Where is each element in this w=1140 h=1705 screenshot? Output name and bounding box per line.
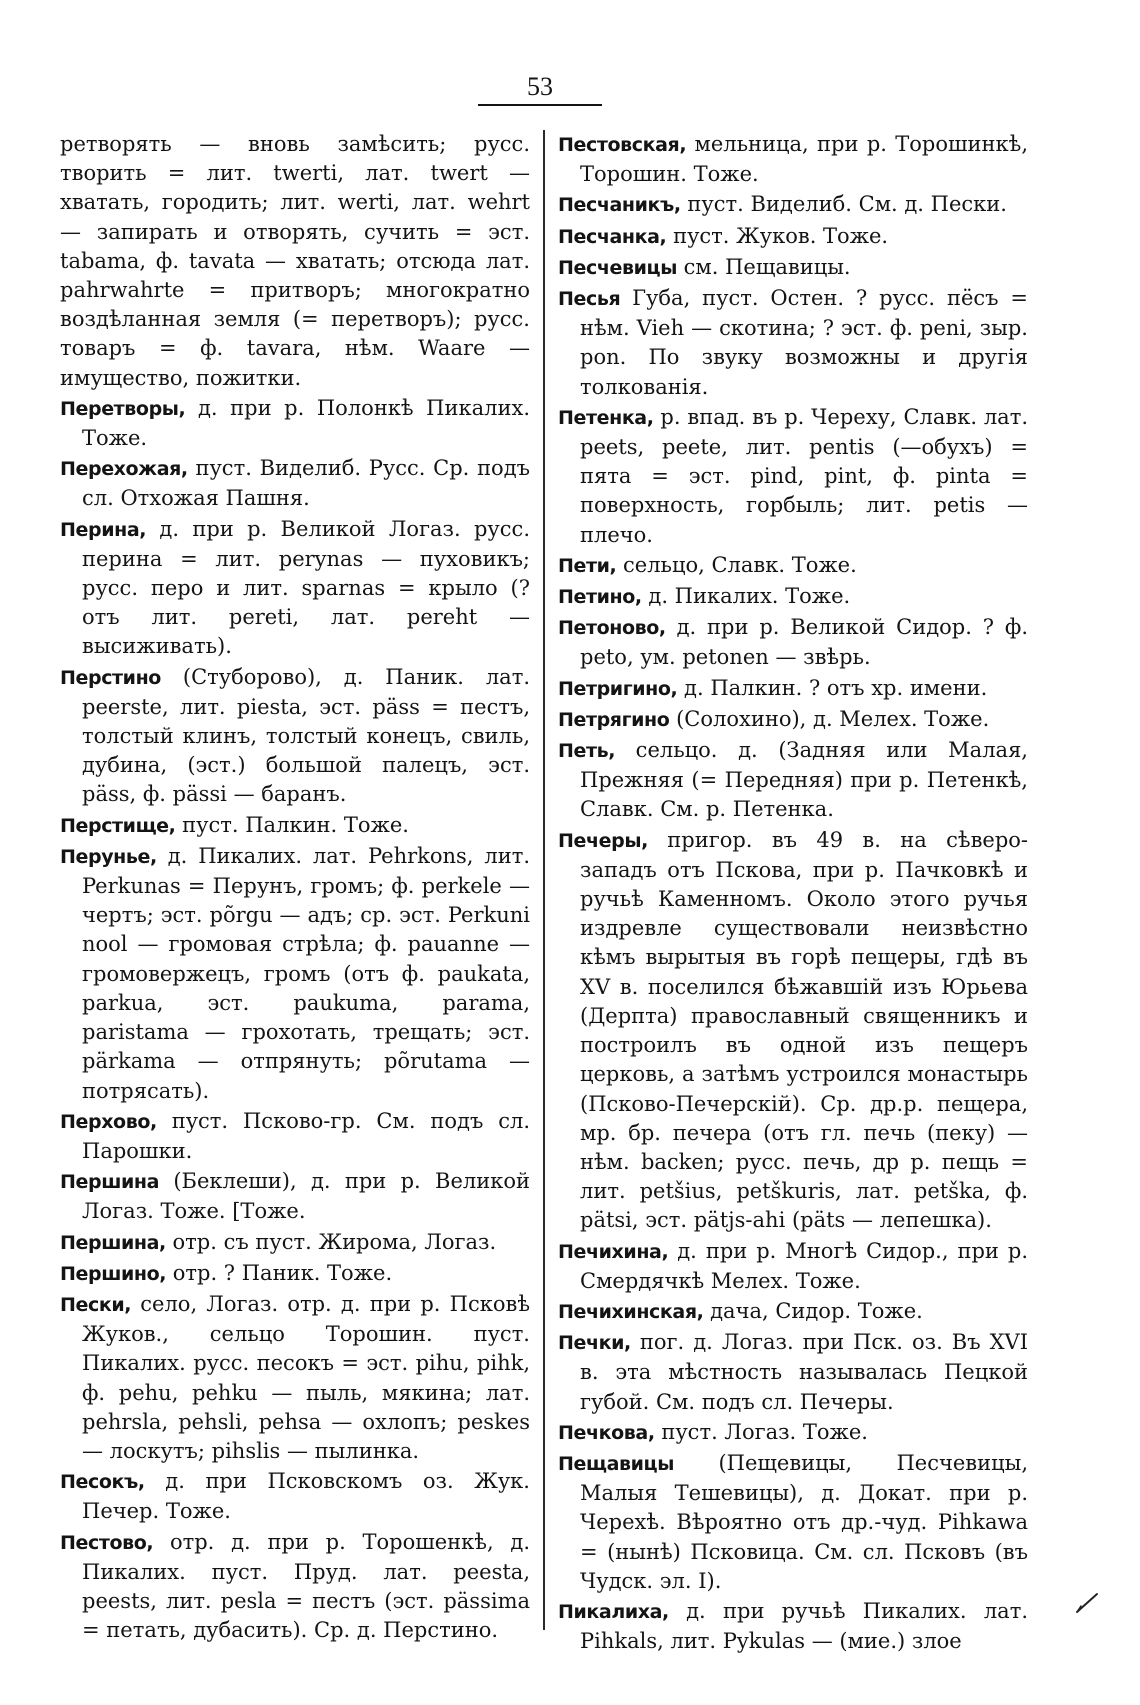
- dictionary-entry: [558, 1237, 1028, 1296]
- entry-body: д. при Псковскомъ оз. Жук. Печер. Тоже.: [82, 1469, 530, 1524]
- entry-body: пуст. Виделиб. Русс. Ср. подъ сл. Отхожая Пашня.: [82, 456, 530, 511]
- dictionary-entry: [60, 394, 530, 453]
- dictionary-entry: [558, 705, 1028, 735]
- entry-headword: Першина: [60, 1171, 160, 1194]
- dictionary-entry: [60, 1167, 530, 1226]
- dictionary-entry: [60, 1528, 530, 1646]
- entry-headword: Перхово,: [60, 1110, 157, 1133]
- entry-headword: Першино,: [60, 1262, 167, 1285]
- dictionary-entry: [558, 403, 1028, 550]
- entry-headword: Песчаникъ,: [558, 194, 681, 217]
- entry-body: сельцо. д. (Задняя или Малая, Прежняя (= Передняя) при р. Петенкѣ, Славк. См. р. Петенка.: [580, 738, 1028, 822]
- entry-headword: Песчевицы: [558, 256, 677, 279]
- entry-headword: Перунье,: [60, 845, 157, 868]
- dictionary-entry: [558, 222, 1028, 252]
- entry-headword: Петь,: [558, 740, 616, 763]
- entry-body: д. при р. Великой Сидор. ? ф. peto, ум. petonen — звѣрь.: [580, 615, 1028, 670]
- entry-headword: Печихина,: [558, 1240, 669, 1263]
- entry-headword: Петенка,: [558, 406, 654, 429]
- entry-body: отр. д. при р. Торошенкѣ, д. Пикалих. пуст. Пруд. лат. peesta, peests, лит. pesla = пестъ (эст. pässima = петать, дубасить). Ср. д. Перстино.: [82, 1529, 530, 1643]
- entry-body: пуст. Палкин. Тоже.: [175, 812, 409, 837]
- entry-headword: Пестовская,: [558, 134, 687, 156]
- entry-headword: Печихинская,: [558, 1300, 704, 1323]
- dictionary-entry: [558, 736, 1028, 825]
- left-column: [60, 130, 530, 1646]
- entry-body: пуст. Жуков. Тоже.: [666, 223, 889, 248]
- entry-body: д. при р. Полонкѣ Пикалих. Тоже.: [82, 395, 530, 451]
- entry-headword: Печки,: [558, 1332, 631, 1355]
- entry-headword: Перстино: [60, 666, 161, 689]
- entry-body: (Беклеши), д. при р. Великой Логаз. Тоже. [Тоже.: [82, 1169, 530, 1224]
- entry-headword: Перетворы,: [60, 397, 186, 420]
- dictionary-entry: [558, 130, 1028, 189]
- dictionary-entry: [60, 515, 530, 662]
- dictionary-entry: [558, 190, 1028, 220]
- entry-headword: Першина,: [60, 1231, 166, 1254]
- dictionary-entry: [60, 811, 530, 841]
- dictionary-entry: [558, 1597, 1028, 1656]
- entry-body: д. при ручьѣ Пикалих. лат. Pihkals, лит. Pykulas — (мие.) злое: [580, 1598, 1028, 1654]
- entry-body: село, Логаз. отр. д. при р. Псковѣ Жуков., сельцо Торошин. пуст. Пикалих. русс. песокъ = эст. pihu, pihk, ф. pehu, pehku — пыль, мякина; лат. pehrsla, pehsli, pehsa — охлопъ; peskes — лоскутъ; pihslis — пылинка.: [82, 1291, 530, 1463]
- entry-body: пуст. Логаз. Тоже.: [654, 1419, 868, 1444]
- entry-body: д. Пикалих. Тоже.: [641, 584, 851, 609]
- entry-headword: Перстище,: [60, 814, 176, 837]
- entry-body: (Солохино), д. Мелех. Тоже.: [669, 706, 990, 731]
- dictionary-entry: [558, 1418, 1028, 1448]
- right-column: [558, 130, 1028, 1657]
- entry-headword: Петрягино: [558, 708, 670, 731]
- entry-body: отр. ? Паник. Тоже.: [166, 1260, 393, 1285]
- dictionary-entry: [60, 1259, 530, 1289]
- entry-body: пуст. Псково-гр. См. подъ сл. Парошки.: [82, 1108, 530, 1163]
- entry-body: см. Пещавицы.: [676, 254, 851, 279]
- dictionary-entry: [558, 1449, 1028, 1596]
- entry-headword: Перина,: [60, 518, 147, 541]
- entry-headword: Пети,: [558, 554, 617, 577]
- pen-mark-icon: [1075, 1590, 1099, 1614]
- dictionary-entry: [558, 613, 1028, 672]
- dictionary-entry: [60, 130, 530, 393]
- dictionary-entry: [60, 1107, 530, 1166]
- entry-body: сельцо, Славк. Тоже.: [616, 552, 857, 577]
- entry-body: (Стуборово), д. Паник. лат. peerste, лит. piesta, эст. päss = пестъ, толстый клинъ, толстый конецъ, свиль, дубина, (эст.) большой палецъ, эст. päss, ф. pässi — баранъ.: [82, 664, 530, 807]
- entry-body: ретворять — вновь замѣсить; русс. творить = лит. twerti, лат. twert — хватать, городить; лит. werti, лат. wehrt — запирать и отворять, сучить = эст. tabama, ф. tavata — хватать; отсюда лат. pahrwahrte = притворъ; многократно воздѣланная земля (= перетворъ); русс. товаръ = ф. tavara, нѣм. Waare — имущество, пожитки.: [60, 132, 530, 390]
- dictionary-entry: [60, 1228, 530, 1258]
- entry-body: пог. д. Логаз. при Пск. оз. Въ XVI в. эта мѣстность называлась Пецкой губой. См. подъ сл. Печеры.: [580, 1330, 1028, 1414]
- entry-headword: Печеры,: [558, 829, 648, 852]
- entry-headword: Перехожая,: [60, 458, 188, 481]
- entry-body: пуст. Виделиб. См. д. Пески.: [680, 192, 1007, 217]
- entry-headword: Песья: [558, 288, 621, 311]
- entry-body: р. впад. въ р. Череху, Славк. лат. peets, peete, лит. pentis (—обухъ) = пята = эст. pind, pint, ф. pinta = поверхность, горбыль; лит. petis — плечо.: [580, 404, 1028, 547]
- entry-headword: Пещавицы: [558, 1452, 675, 1475]
- dictionary-entry: [558, 284, 1028, 402]
- dictionary-entry: [558, 582, 1028, 612]
- entry-body: пригор. въ 49 в. на сѣверо-западъ отъ Пскова, при р. Пачковкѣ и ручьѣ Каменномъ. Около этого ручья издревле существовали неизвѣстно кѣмъ вырытыя въ горѣ пещеры, гдѣ въ XV в. поселился бѣжавшій изъ Юрьева (Дерпта) православный священникъ и построилъ въ одной изъ пещеръ церковь, а затѣмъ устроился монастырь (Псково-Печерскій). Ср. др.р. пещера, мр. бр. печера (отъ гл. печь (пеку) — нѣм. backen; русс. печь, др р. пещь = лит. petšius, petškuris, лат. petška, ф. pätsi, эст. pätjs-ahi (päts — лепешка).: [580, 827, 1028, 1233]
- dictionary-entry: [558, 253, 1028, 283]
- entry-headword: Петригино,: [558, 677, 678, 700]
- dictionary-entry: [60, 454, 530, 513]
- entry-body: дача, Сидор. Тоже.: [703, 1298, 923, 1323]
- dictionary-entry: [558, 674, 1028, 704]
- entry-body: д. при р. Многѣ Сидор., при р. Смердячкѣ Мелех. Тоже.: [580, 1238, 1028, 1293]
- dictionary-entry: [60, 1290, 530, 1466]
- entry-headword: Песчанка,: [558, 225, 667, 248]
- dictionary-entry: [558, 826, 1028, 1236]
- page-number: 53: [527, 72, 553, 101]
- entry-body: Губа, пуст. Остен. ? русс. пёсъ = нѣм. Vieh — скотина; ? эст. ф. peni, зыр. pon. По звуку возможны и другія толкованія.: [580, 286, 1028, 399]
- column-divider: [543, 130, 545, 1630]
- entry-headword: Пестово,: [60, 1531, 154, 1554]
- dictionary-entry: [60, 842, 530, 1106]
- entry-body: д. при р. Великой Логаз. русс. перина = лит. perynas — пуховикъ; русс. перо и лит. sparnas = крыло (? отъ лит. pereti, лат. pereht — высиживать).: [82, 516, 530, 659]
- entry-headword: Пикалиха,: [558, 1600, 669, 1623]
- dictionary-entry: [60, 1467, 530, 1526]
- entry-headword: Печкова,: [558, 1421, 655, 1444]
- entry-body: мельница, при р. Торошинкѣ, Торошин. Тоже.: [580, 132, 1028, 187]
- header-rule: [478, 104, 602, 106]
- dictionary-entry: [558, 551, 1028, 581]
- entry-body: д. Пикалих. лат. Pehrkons, лит. Perkunas = Перунъ, громъ; ф. perkele — чертъ; эст. põrgu — адъ; ср. эст. Perkuni nool — громовая стрѣла; ф. pauanne — громовержецъ, громъ (отъ ф. paukata, parkua, эст. paukuma, parama, paristama — грохотать, трещать; эст. pärkama — отпрянуть; põrutama — потрясать).: [82, 843, 530, 1103]
- entry-headword: Пески,: [60, 1293, 132, 1316]
- dictionary-entry: [558, 1328, 1028, 1417]
- entry-headword: Песокъ,: [60, 1471, 145, 1494]
- dictionary-entry: [60, 663, 530, 810]
- entry-body: отр. съ пуст. Жирома, Логаз.: [165, 1229, 497, 1254]
- entry-headword: Петоново,: [558, 617, 666, 640]
- dictionary-entry: [558, 1297, 1028, 1327]
- entry-body: (Пещевицы, Песчевицы, Малыя Тешевицы), д. Докат. при р. Черехѣ. Вѣроятно отъ др.-чуд. Pihkawa = (нынѣ) Псковица. См. сл. Псковъ (въ Чудск. эл. I).: [580, 1450, 1028, 1593]
- entry-body: д. Палкин. ? отъ хр. имени.: [677, 675, 988, 700]
- entry-headword: Петино,: [558, 586, 642, 609]
